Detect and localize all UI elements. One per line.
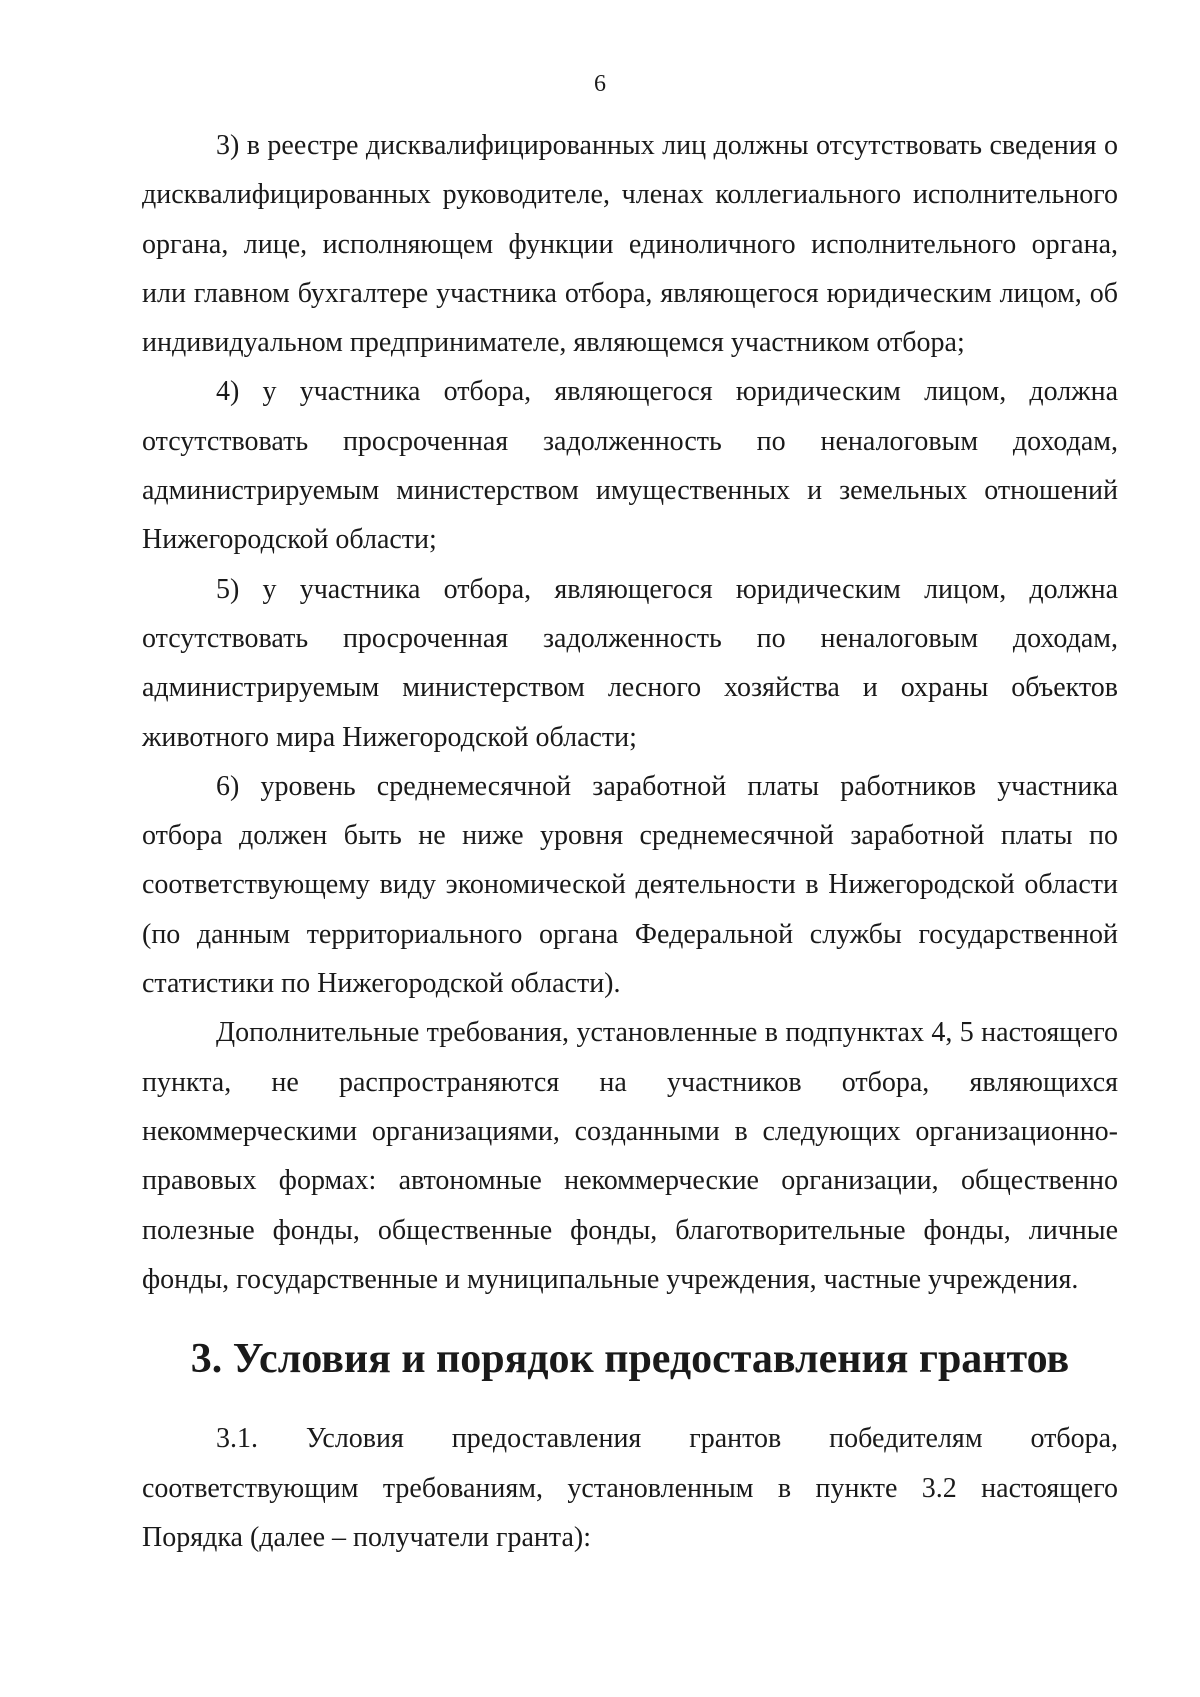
paragraph-item-5: 5) у участника отбора, являющегося юридическим лицом, должна отсутствовать просроченная задолженность по неналоговым доходам, администрируемым министерством лесного хозяйства и охраны объектов животного мира Нижегородской области; — [142, 573, 1118, 753]
document-body — [142, 121, 1118, 1562]
paragraph-additional-requirements: Дополнительные требования, установленные в подпунктах 4, 5 настоящего пункта, не распространяются на участников отбора, являющихся некоммерческими организациями, созданными в следующих организационно-правовых формах: автономные некоммерческие организации, общественно полезные фонды, общественные фонды, благотворительные фонды, личные фонды, государственные и муниципальные учреждения, частные учреждения. — [142, 1017, 1118, 1295]
paragraph-item-6: 6) уровень среднемесячной заработной платы работников участника отбора должен быть не ниже уровня среднемесячной заработной платы по соответствующему виду экономической деятельности в Нижегородской области (по данным территориального органа Федеральной службы государственной статистики по Нижегородской области). — [142, 770, 1118, 1000]
paragraph-item-4: 4) у участника отбора, являющегося юридическим лицом, должна отсутствовать просроченная задолженность по неналоговым доходам, администрируемым министерством имущественных и земельных отношений Нижегородской области; — [142, 376, 1118, 556]
paragraph-item-3: 3) в реестре дисквалифицированных лиц должны отсутствовать сведения о дисквалифицированных руководителе, членах коллегиального исполнительного органа, лице, исполняющем функции единоличного исполнительного органа, или главном бухгалтере участника отбора, являющегося юридическим лицом, об индивидуальном предпринимателе, являющемся участником отбора; — [142, 130, 1118, 359]
page-number: 6 — [594, 71, 606, 97]
section-heading: 3. Условия и порядок предоставления грантов — [190, 1336, 1070, 1383]
paragraph-3-1: 3.1. Условия предоставления грантов победителям отбора, соответствующим требованиям, установленным в пункте 3.2 настоящего Порядка (далее – получатели гранта): — [142, 1423, 1118, 1554]
